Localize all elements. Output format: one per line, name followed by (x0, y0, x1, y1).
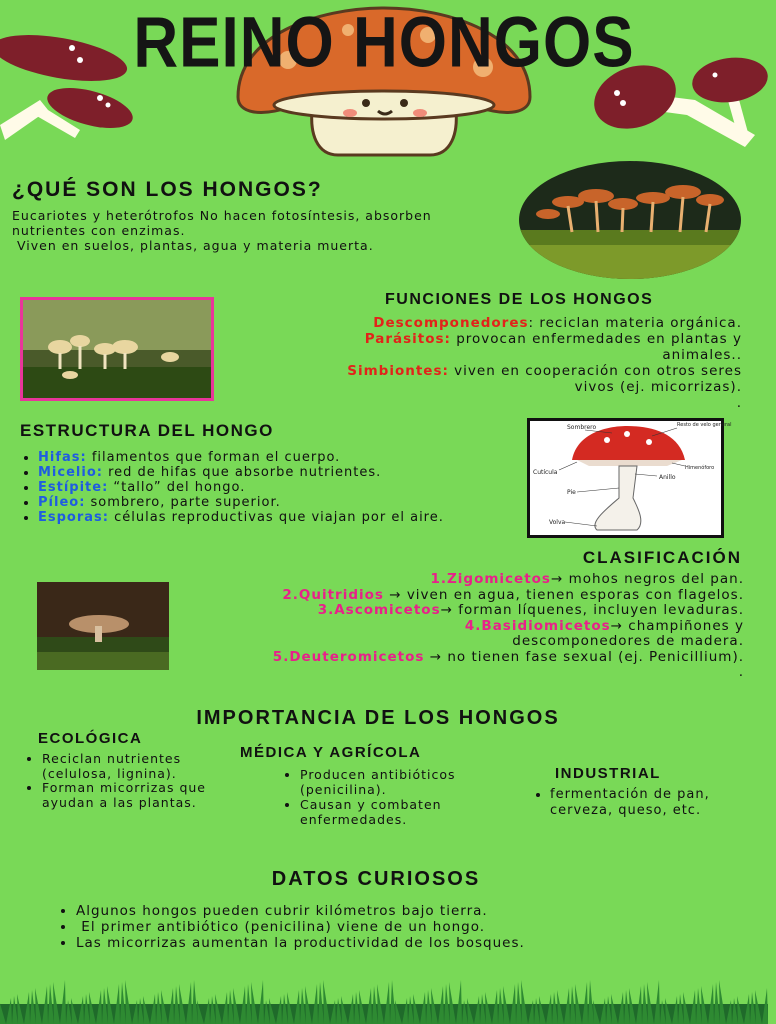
single-mushroom-photo (37, 582, 169, 670)
estructura-text: células reproductivas que viajan por el aire. (108, 510, 444, 525)
clasificacion-text: → mohos negros del pan. (550, 571, 744, 587)
estructura-term: Micelio: (38, 465, 103, 480)
estructura-term: Hifas: (38, 450, 87, 465)
industrial-item: • fermentación de pan, cerveza, queso, etc. (550, 787, 730, 819)
estructura-text: sombrero, parte superior. (85, 495, 281, 510)
estructura-item (38, 510, 508, 525)
clasificacion-term: 3.Ascomicetos (317, 602, 441, 618)
diagram-label-sombrero: Sombrero (567, 424, 597, 431)
diagram-label-cuticula: Cutícula (533, 469, 558, 476)
funcion-term: Parásitos: (364, 331, 451, 347)
estructura-term: Píleo: (38, 495, 86, 510)
diagram-label-resto: Resto de velo general (677, 422, 732, 428)
medica-item: • Causan y combaten enfermedades. (300, 797, 480, 827)
estructura-item (38, 465, 508, 480)
diagram-label-himenoforo: Himenóforo (685, 465, 715, 471)
datos-list (58, 903, 776, 951)
funciones-trailing: . (736, 395, 742, 411)
clasificacion-term: 5.Deuteromicetos (272, 648, 425, 665)
importancia-heading: IMPORTANCIA DE LOS HONGOS (196, 707, 560, 729)
clasificacion-item (190, 650, 744, 666)
estructura-text: red de hifas que absorbe nutrientes. (102, 465, 382, 480)
que-son-text-2: Viven en suelos, plantas, agua y materia muerta. (12, 238, 374, 253)
estructura-item (38, 450, 508, 465)
diagram-label-pie: Pie (567, 489, 576, 496)
funcion-term: Descomponedores (373, 315, 529, 331)
funcion-item (232, 315, 742, 331)
ecologica-list (24, 752, 252, 810)
clasificacion-trailing: . (738, 664, 744, 680)
small-mushrooms-photo (20, 297, 214, 401)
estructura-text: “tallo” del hongo. (108, 480, 246, 495)
funcion-sep: : (528, 315, 535, 331)
industrial-heading: INDUSTRIAL (555, 765, 661, 782)
que-son-text-1: Eucariotes y heterótrofos No hacen fotosíntesis, absorben nutrientes con enzimas. (12, 208, 432, 238)
datos-heading: DATOS CURIOSOS (271, 868, 481, 890)
datos-item: • El primer antibiótico (penicilina) viene de un hongo. (76, 919, 776, 935)
clasificacion-heading: CLASIFICACIÓN (582, 548, 742, 567)
funciones-heading: FUNCIONES DE LOS HONGOS (385, 291, 654, 308)
estructura-term: Esporas: (38, 510, 109, 525)
estructura-item (38, 480, 508, 495)
ecologica-item: • Forman micorrizas que ayudan a las plantas. (42, 781, 252, 810)
clasificacion-text: → champiñones y descomponedores de madera. (512, 617, 744, 649)
clasificacion-term: 2.Quitridios (282, 586, 384, 603)
clasificacion-text: → forman líquenes, incluyen levaduras. (440, 602, 744, 618)
ecologica-heading: ECOLÓGICA (38, 730, 143, 747)
funcion-item (232, 363, 742, 395)
medica-list (282, 767, 480, 827)
estructura-item (38, 495, 508, 510)
grass-border (0, 968, 768, 1024)
clasificacion-text: → no tienen fase sexual (ej. Penicillium). (424, 648, 744, 665)
clasificacion-term: 4.Basidiomicetos (464, 617, 611, 634)
clasificacion-item (190, 619, 744, 650)
clasificacion-item (190, 603, 744, 619)
datos-item: • Las micorrizas aumentan la productividad de los bosques. (76, 935, 776, 951)
funcion-text: viven en cooperación con otros seres vivos (ej. micorrizas). (448, 363, 742, 395)
medica-item: • Producen antibióticos (penicilina). (300, 767, 480, 797)
diagram-label-volva: Volva (549, 519, 566, 526)
funciones-list (232, 315, 742, 411)
clasificacion-term: 1.Zigomicetos (430, 571, 551, 587)
mushroom-structure-diagram (527, 418, 732, 538)
funcion-term: Simbiontes: (347, 363, 449, 379)
mushroom-cluster-photo (518, 160, 742, 280)
medica-heading: MÉDICA Y AGRÍCOLA (240, 744, 422, 761)
que-son-heading: ¿QUÉ SON LOS HONGOS? (12, 178, 323, 201)
clasificacion-item (190, 588, 744, 604)
ecologica-item: • Reciclan nutrientes (celulosa, lignina). (42, 752, 252, 781)
clasificacion-item (190, 572, 744, 588)
clasificacion-list (190, 572, 744, 681)
datos-item: • Algunos hongos pueden cubrir kilómetros bajo tierra. (76, 903, 776, 919)
funcion-text: provocan enfermedades en plantas y animales.. (450, 331, 742, 363)
industrial-list (532, 787, 730, 819)
estructura-term: Estípite: (38, 480, 109, 495)
estructura-text: filamentos que forman el cuerpo. (86, 450, 341, 465)
diagram-label-anillo: Anillo (659, 474, 676, 481)
page-title: REINO HONGOS (133, 3, 635, 83)
que-son-text (12, 208, 442, 253)
funcion-item (232, 331, 742, 363)
estructura-list (20, 450, 508, 525)
funcion-text: reciclan materia orgánica. (534, 315, 742, 331)
estructura-heading: ESTRUCTURA DEL HONGO (20, 421, 274, 440)
clasificacion-text: → viven en agua, tienen esporas con flagelos. (383, 586, 744, 603)
